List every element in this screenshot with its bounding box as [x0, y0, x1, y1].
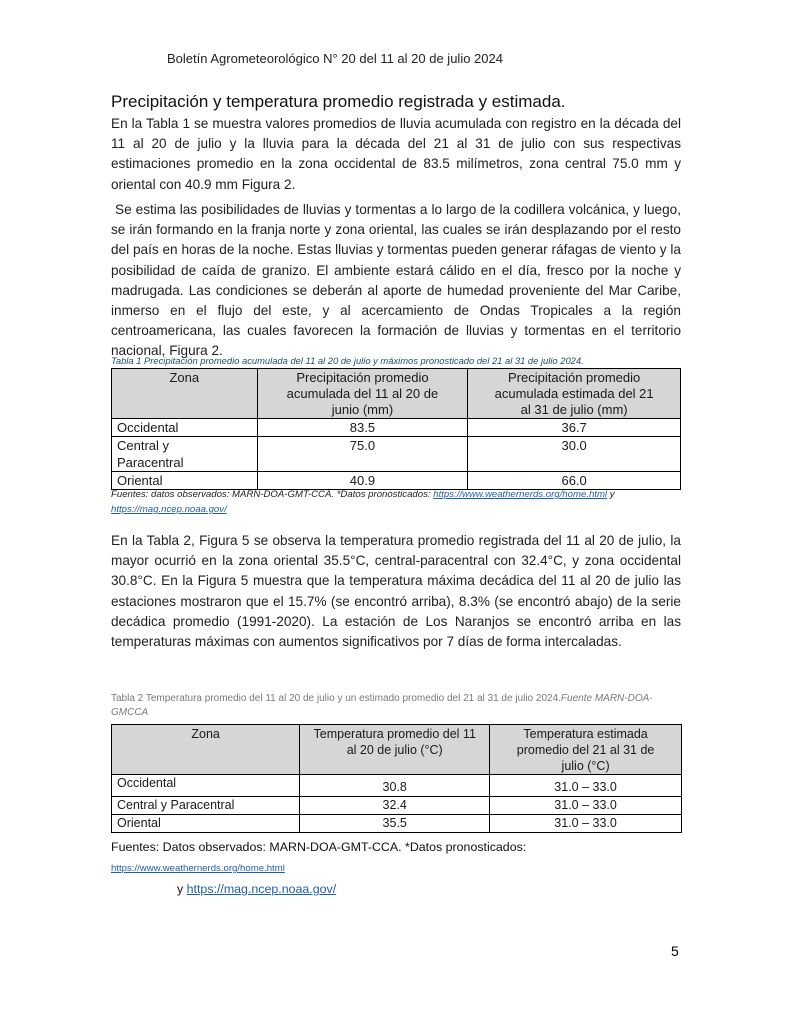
table-cell-zone: Occidental — [112, 419, 258, 437]
table-precipitation — [111, 368, 681, 490]
table-cell-zone: Central y Paracentral — [112, 797, 300, 815]
table-header-text: Precipitación promedio acumulada del 11 al 20 de junio (mm) — [286, 370, 439, 417]
table1-source-conj: y — [607, 489, 615, 500]
table-header-cell — [300, 725, 490, 775]
table-cell-value: 66.0 — [468, 472, 681, 490]
table-header-cell — [490, 725, 682, 775]
page-header: Boletín Agrometeorológico N° 20 del 11 al 20 de julio 2024 — [167, 51, 503, 66]
section-title: Precipitación y temperatura promedio registrada y estimada. — [111, 92, 566, 111]
weathernerds-link-2[interactable]: https://www.weathernerds.org/home.html — [111, 863, 285, 874]
table-header-text: Precipitación promedio acumulada estimada del 21 al 31 de julio (mm) — [494, 370, 654, 417]
table2-caption-source: Fuente MARN-DOA-GMCCA — [111, 693, 653, 718]
table-cell-value: 31.0 – 33.0 — [490, 797, 682, 815]
table-header-cell — [468, 369, 681, 419]
table-cell-value: 30.8 — [300, 775, 490, 797]
table1-source-text: Fuentes: datos observados: MARN-DOA-GMT-CCA. *Datos pronosticados: — [111, 489, 434, 500]
paragraph-1-text: En la Tabla 1 se muestra valores promedios de lluvia acumulada con registro en la década del 11 al 20 de julio y la lluvia para la década del 21 al 31 de julio con sus respectivas estimaciones promedio en la zona occidental de 83.5 milímetros, zona central 75.0 mm y oriental con 40.9 mm Figura 2. — [111, 116, 681, 192]
table-row — [112, 797, 682, 815]
paragraph-2-text: Se estima las posibilidades de lluvias y tormentas a lo largo de la codillera volcánica, y luego, se irán formando en la franja norte y zona oriental, las cuales se irán desplazando por el resto del país en horas de la noche. Estas lluvias y tormentas pueden generar ráfagas de viento y la posibilidad de caída de granizo. El ambiente estará cálido en el día, fresco por la noche y madrugada. Las condiciones se deberán al aporte de humedad proveniente del Mar Caribe, inmerso en el flujo del este, y al acercamiento de Ondas Tropicales a la región centroamericana, las cuales favorecen la formación de lluvias y tormentas en el territorio nacional, Figura 2. — [111, 202, 681, 359]
paragraph-3 — [111, 531, 681, 652]
table-header-row — [112, 369, 681, 419]
table-cell-zone — [112, 437, 258, 472]
table-row — [112, 419, 681, 437]
table-header-row — [112, 725, 682, 775]
table-row — [112, 815, 682, 833]
table-cell-value: 31.0 – 33.0 — [490, 815, 682, 833]
table-cell-zone: Oriental — [112, 815, 300, 833]
table-temperature — [111, 724, 682, 833]
table2-source — [111, 837, 691, 899]
table-cell-value: 40.9 — [257, 472, 468, 490]
table-cell-value: 31.0 – 33.0 — [490, 775, 682, 797]
table1-source — [111, 487, 686, 517]
table2-source-text: Fuentes: Datos observados: MARN-DOA-GMT-CCA. *Datos pronosticados: — [111, 840, 527, 854]
paragraph-2 — [111, 200, 681, 362]
page-number: 5 — [671, 943, 679, 959]
table-header-text: Temperatura estimada promedio del 21 al 31 de julio (°C) — [516, 727, 655, 773]
table-header-cell: Zona — [112, 725, 300, 775]
weathernerds-link[interactable]: https://www.weathernerds.org/home.html — [433, 489, 608, 500]
table-cell-zone: Oriental — [112, 472, 258, 490]
table-cell-value: 30.0 — [468, 437, 681, 472]
table2-caption — [111, 692, 676, 720]
paragraph-1 — [111, 114, 681, 195]
table-cell-value: 35.5 — [300, 815, 490, 833]
table-row — [112, 437, 681, 472]
ncep-link-2[interactable]: https://mag.ncep.noaa.gov/ — [186, 882, 337, 896]
ncep-link[interactable]: https://mag.ncep.noaa.gov/ — [111, 504, 227, 515]
table2-source-conj: y — [177, 882, 184, 896]
table1-caption: Tabla 1 Precipitación promedio acumulada del 11 al 20 de julio y máximos pronosticado del 21 al 31 de julio 2024. — [111, 355, 584, 366]
table-row — [112, 775, 682, 797]
table-header-text: Temperatura promedio del 11 al 20 de julio (°C) — [313, 727, 476, 757]
table-header-cell — [257, 369, 468, 419]
paragraph-3-text: En la Tabla 2, Figura 5 se observa la temperatura promedio registrada del 11 al 20 de julio, la mayor ocurrió en la zona oriental 35.5°C, central-paracentral con 32.4°C, y zona occidental 30.8°C. En la Figura 5 muestra que la temperatura máxima decádica del 11 al 20 de julio las estaciones mostraron que el 15.7% (se encontró arriba), 8.3% (se encontró abajo) de la serie decádica promedio (1991-2020). La estación de Los Naranjos se encontró arriba en las temperaturas máximas con aumentos significativos por 7 días de forma intercaladas. — [111, 533, 681, 650]
table-header-cell: Zona — [112, 369, 258, 419]
table-cell-value: 83.5 — [257, 419, 468, 437]
table-cell-value: 32.4 — [300, 797, 490, 815]
table-cell-zone: Occidental — [112, 775, 300, 797]
table2-caption-text: Tabla 2 Temperatura promedio del 11 al 20 de julio y un estimado promedio del 21 al 31 de julio 2024. — [111, 693, 561, 704]
table-cell-zone-text: Central y Paracentral — [117, 438, 184, 470]
table-cell-value: 36.7 — [468, 419, 681, 437]
table-cell-value: 75.0 — [257, 437, 468, 472]
